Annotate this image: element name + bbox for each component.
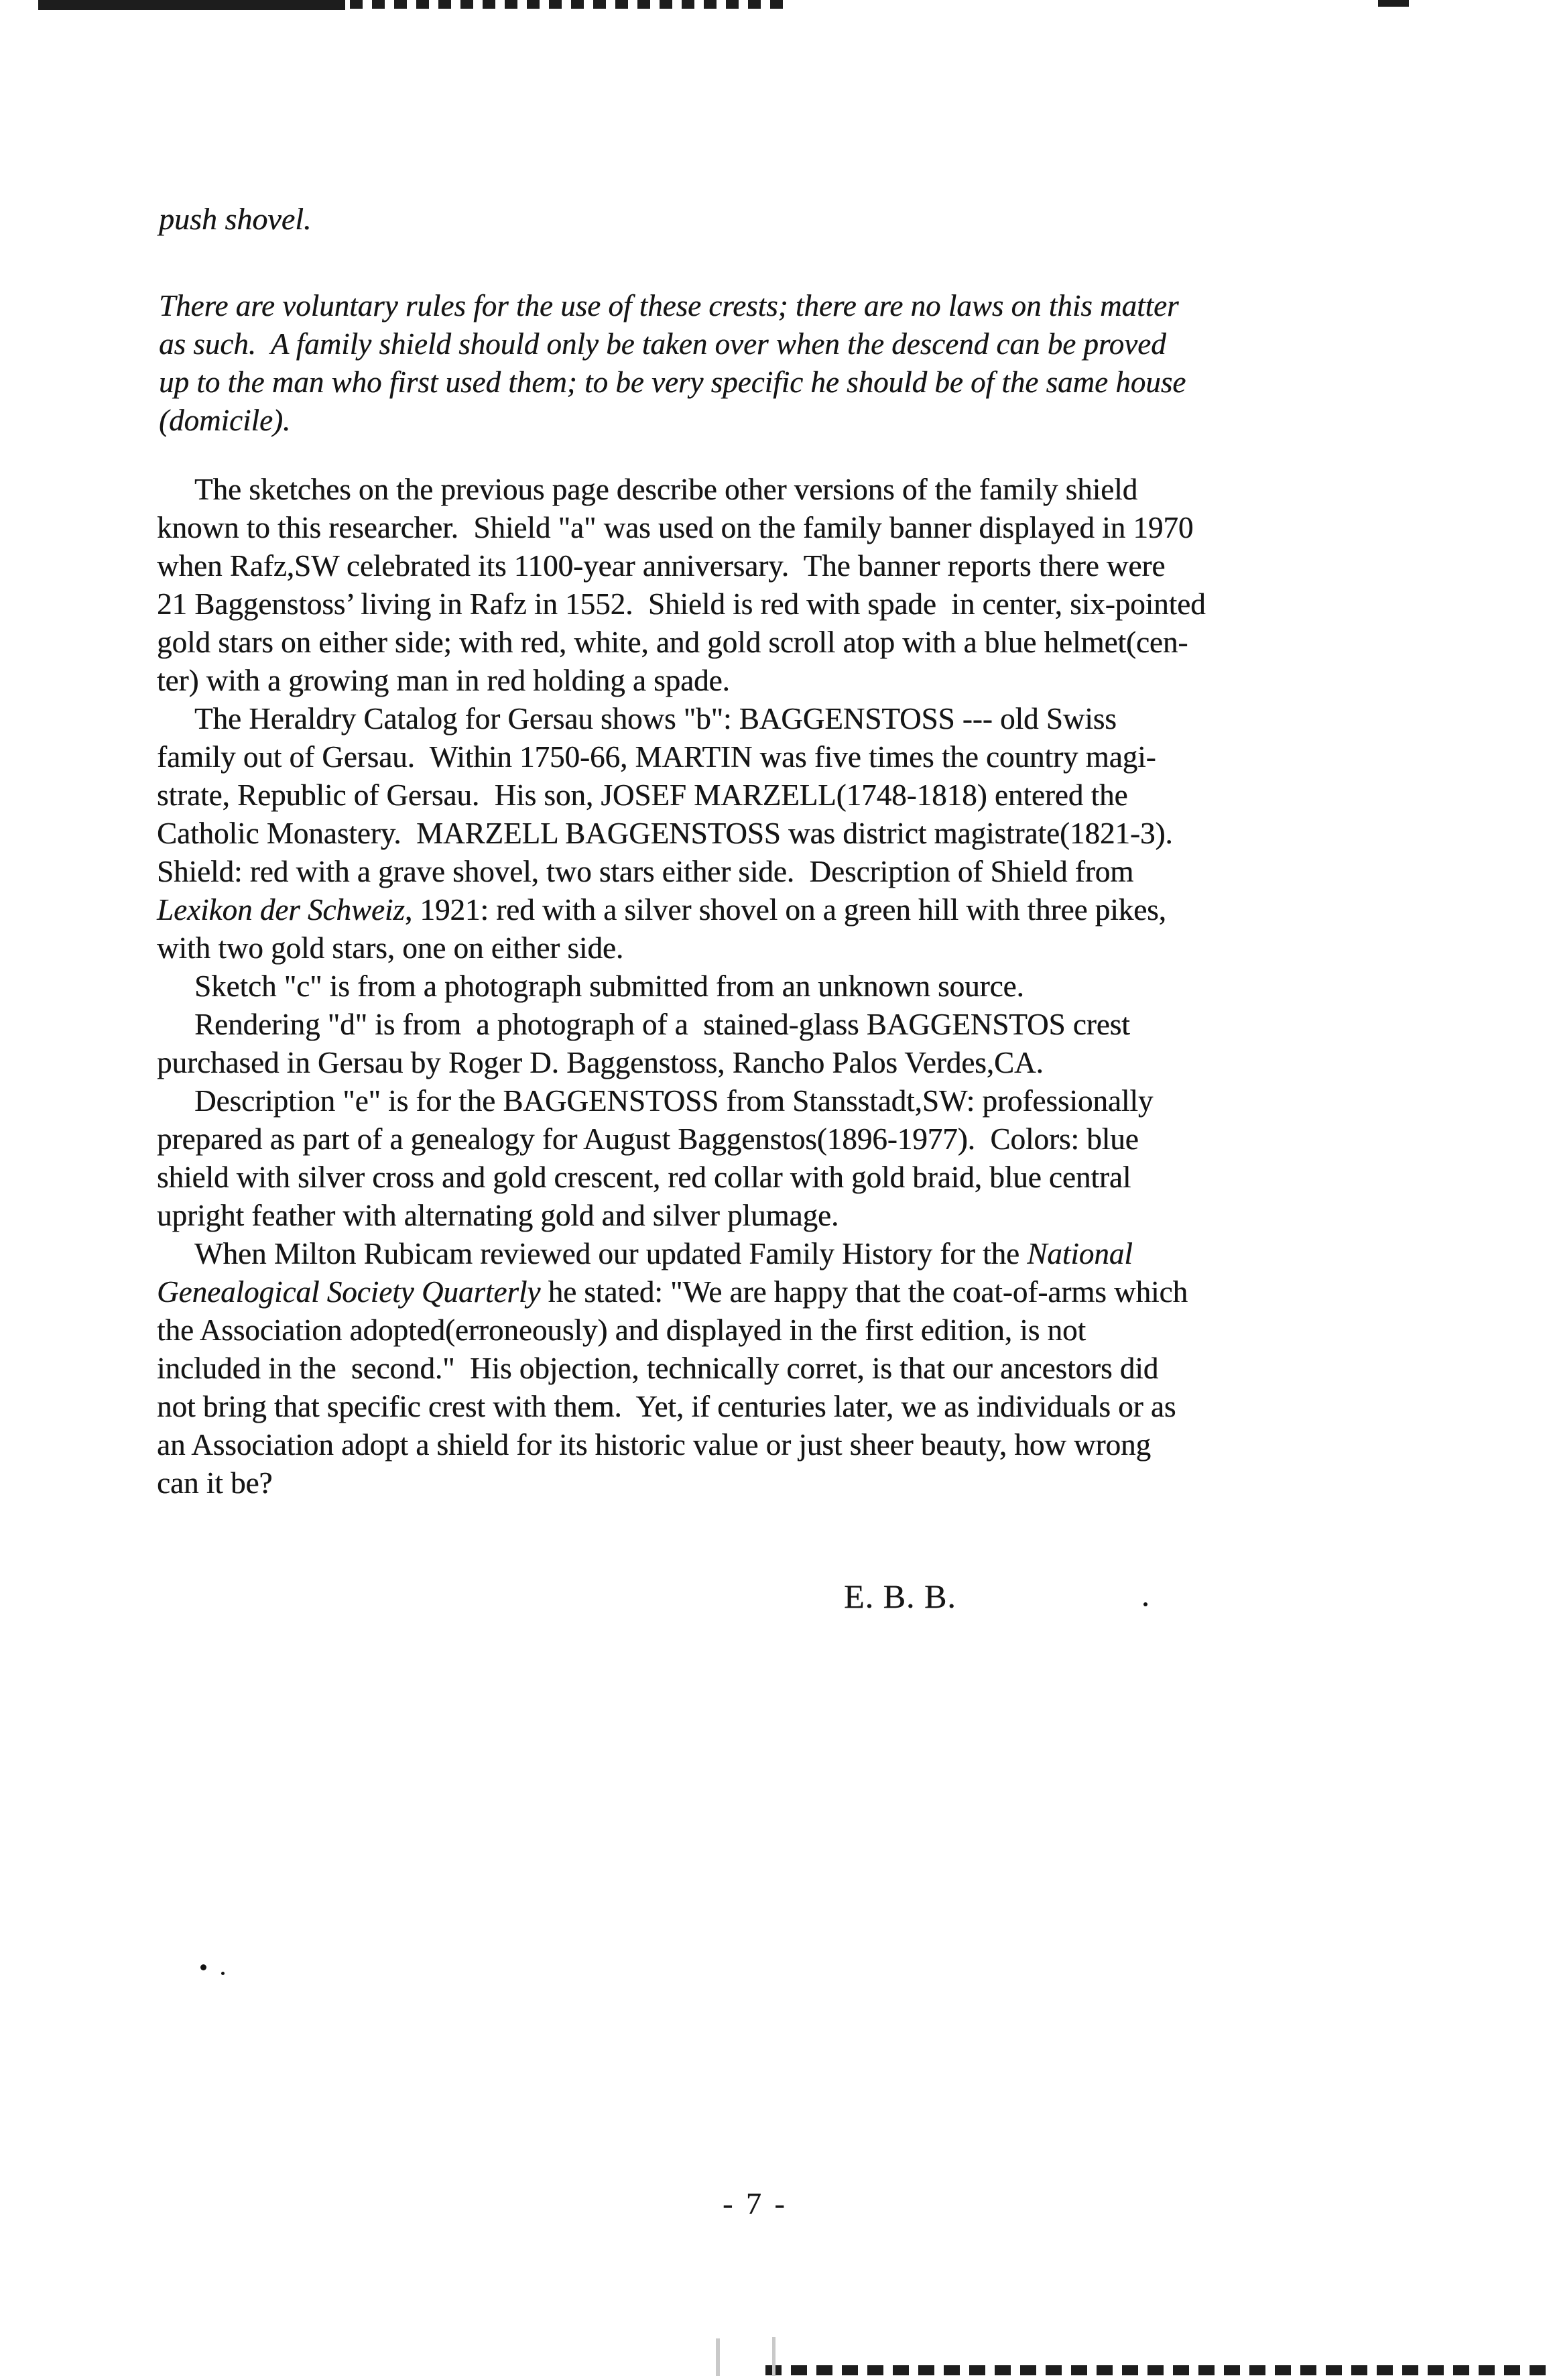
scan-dash-bottom <box>791 2365 807 2375</box>
text-line: not bring that specific crest with them. Yet, if centuries later, we as individuals or as <box>157 1390 1176 1423</box>
scan-dash-top <box>637 0 650 9</box>
scan-dash-bottom <box>1020 2365 1036 2375</box>
scan-dash-bottom <box>1504 2365 1520 2375</box>
text-line: with two gold stars, one on either side. <box>157 931 624 965</box>
scan-dash-top <box>682 0 694 9</box>
scan-dash-bottom <box>1173 2365 1189 2375</box>
scan-dash-bottom <box>918 2365 934 2375</box>
scan-streak <box>772 2337 775 2376</box>
scan-dash-bottom <box>1275 2365 1291 2375</box>
scan-dash-top <box>748 0 761 9</box>
text-line: as such. A family shield should only be taken over when the descend can be proved <box>159 327 1166 361</box>
signature: E. B. B. <box>844 1578 956 1615</box>
scan-dash-top <box>726 0 739 9</box>
text-line: Shield: red with a grave shovel, two stars either side. Description of Shield from <box>157 855 1134 888</box>
text-line: when Rafz,SW celebrated its 1100-year anniversary. The banner reports there were <box>157 549 1166 583</box>
text-line: (domicile). <box>159 404 291 437</box>
scan-dash-bottom <box>1530 2365 1546 2375</box>
text-line: can it be? <box>157 1466 273 1500</box>
scan-dash-bottom <box>1249 2365 1265 2375</box>
scan-dash-bottom <box>1428 2365 1444 2375</box>
scan-dash-top <box>460 0 473 9</box>
scan-dash-top <box>660 0 672 9</box>
text-line: When Milton Rubicam reviewed our updated Family History for the National <box>194 1237 1133 1270</box>
scan-dash-bottom <box>1071 2365 1087 2375</box>
page-heading: push shovel. <box>159 202 312 236</box>
scan-dash-top <box>770 0 783 9</box>
scan-dash-bottom <box>1122 2365 1138 2375</box>
scan-dash-top <box>372 0 385 9</box>
text-line: The sketches on the previous page describe other versions of the family shield <box>194 473 1138 506</box>
scan-dash-bottom <box>944 2365 960 2375</box>
scan-dash-top <box>483 0 495 9</box>
text-line: Description "e" is for the BAGGENSTOSS from Stansstadt,SW: professionally <box>194 1084 1154 1118</box>
text-line: upright feather with alternating gold and silver plumage. <box>157 1199 839 1232</box>
intro-paragraph <box>159 287 1473 440</box>
scan-dash-bottom <box>867 2365 883 2375</box>
scan-dash-bottom <box>1479 2365 1495 2375</box>
scan-dash-top <box>615 0 628 9</box>
scan-bar-top <box>38 0 345 10</box>
text-line: Catholic Monastery. MARZELL BAGGENSTOSS was district magistrate(1821-3). <box>157 817 1173 850</box>
scan-streak <box>716 2338 720 2376</box>
ink-speck <box>1143 1602 1147 1606</box>
scan-dash-bottom <box>1402 2365 1418 2375</box>
scan-dash-top <box>593 0 606 9</box>
scan-dash-top <box>416 0 429 9</box>
text-line: Genealogical Society Quarterly he stated: "We are happy that the coat-of-arms which <box>157 1275 1188 1309</box>
scan-dash-top <box>704 0 717 9</box>
text-line: up to the man who first used them; to be very specific he should be of the same house <box>159 365 1186 399</box>
ink-speck <box>200 1964 206 1970</box>
scan-dash-bottom <box>1377 2365 1393 2375</box>
scan-dash-top <box>505 0 517 9</box>
scan-dash-bottom <box>1224 2365 1240 2375</box>
text-line: Sketch "c" is from a photograph submitted from an unknown source. <box>194 969 1024 1003</box>
text-line: strate, Republic of Gersau. His son, JOSEF MARZELL(1748-1818) entered the <box>157 778 1128 812</box>
scan-dash-bottom <box>1097 2365 1113 2375</box>
scan-dash-top <box>438 0 451 9</box>
scan-dash-bottom <box>1351 2365 1367 2375</box>
text-line: known to this researcher. Shield "a" was used on the family banner displayed in 1970 <box>157 511 1194 544</box>
scan-dash-bottom <box>969 2365 985 2375</box>
text-line: an Association adopt a shield for its historic value or just sheer beauty, how wrong <box>157 1428 1152 1462</box>
scan-dash-bottom <box>1300 2365 1316 2375</box>
text-line: shield with silver cross and gold crescent, red collar with gold braid, blue central <box>157 1161 1131 1194</box>
text-line: 21 Baggenstoss’ living in Rafz in 1552. Shield is red with spade in center, six-pointed <box>157 587 1206 621</box>
scan-dash-bottom <box>1147 2365 1164 2375</box>
scan-dash-bottom <box>1326 2365 1342 2375</box>
text-line: the Association adopted(erroneously) and displayed in the first edition, is not <box>157 1313 1086 1347</box>
text-line: prepared as part of a genealogy for August Baggenstos(1896-1977). Colors: blue <box>157 1122 1139 1156</box>
text-line: The Heraldry Catalog for Gersau shows "b": BAGGENSTOSS --- old Swiss <box>194 702 1117 735</box>
text-line: Lexikon der Schweiz, 1921: red with a silver shovel on a green hill with three pikes, <box>157 893 1166 927</box>
scan-dash-bottom <box>816 2365 832 2375</box>
text-line: included in the second." His objection, technically corret, is that our ancestors did <box>157 1352 1159 1385</box>
scan-dash-top <box>350 0 363 9</box>
scan-dash-bottom <box>1046 2365 1062 2375</box>
scan-dash-top <box>571 0 584 9</box>
scan-dash-bottom <box>995 2365 1011 2375</box>
text-line: Rendering "d" is from a photograph of a stained-glass BAGGENSTOS crest <box>194 1008 1130 1041</box>
ink-speck <box>221 1972 225 1975</box>
scan-dash-top <box>527 0 540 9</box>
scan-dash-bottom <box>893 2365 909 2375</box>
text-line: ter) with a growing man in red holding a spade. <box>157 664 730 697</box>
text-line: gold stars on either side; with red, white, and gold scroll atop with a blue helmet(cen- <box>157 626 1188 659</box>
scan-dash-top <box>549 0 562 9</box>
scan-dash-top <box>394 0 407 9</box>
scan-mark-top-right <box>1378 0 1409 7</box>
text-line: family out of Gersau. Within 1750-66, MARTIN was five times the country magi- <box>157 740 1156 774</box>
body-text <box>157 471 1484 1502</box>
text-line: purchased in Gersau by Roger D. Baggenstoss, Rancho Palos Verdes,CA. <box>157 1046 1044 1079</box>
text-line: There are voluntary rules for the use of these crests; there are no laws on this matter <box>159 289 1179 322</box>
scan-dash-bottom <box>1453 2365 1469 2375</box>
page-number: - 7 - <box>723 2186 788 2220</box>
scan-dash-bottom <box>842 2365 858 2375</box>
scan-dash-bottom <box>1198 2365 1215 2375</box>
